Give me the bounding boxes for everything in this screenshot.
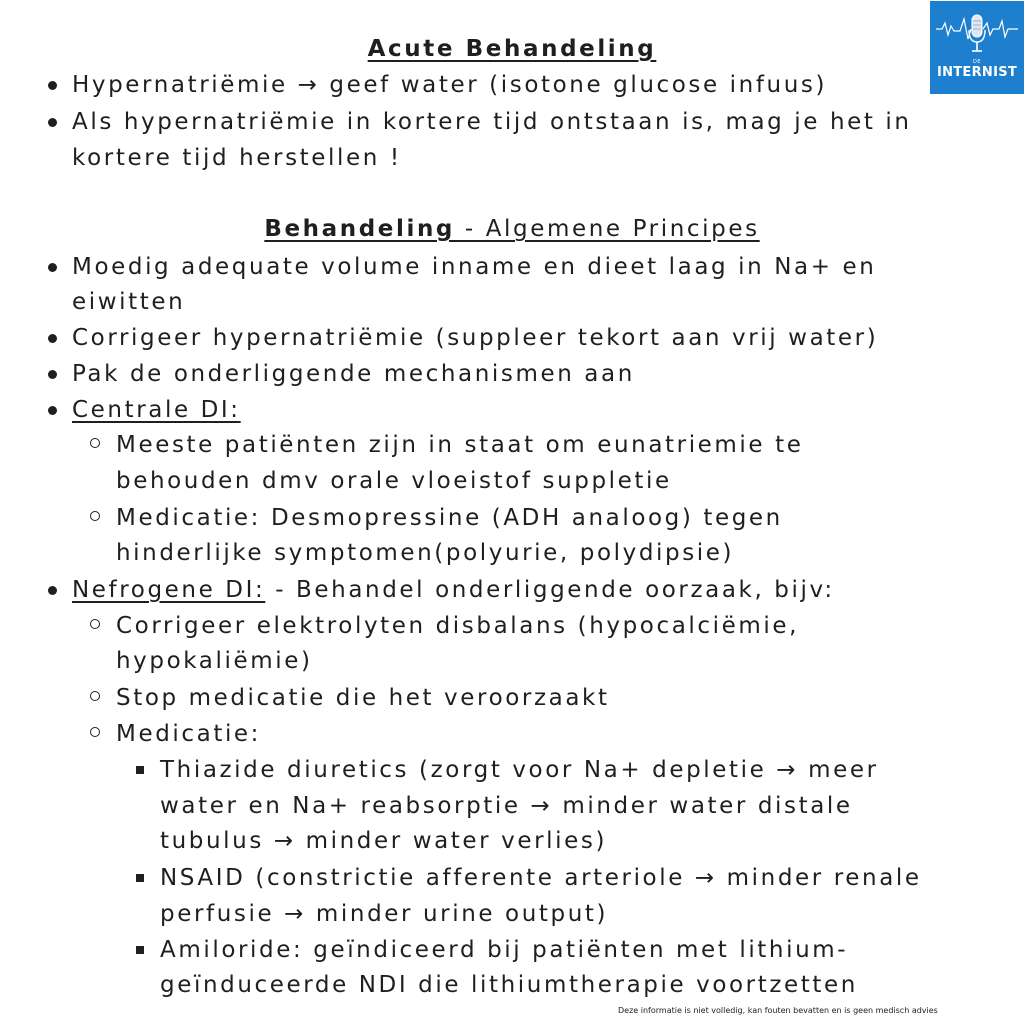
sub-list-item-continuation: behouden dmv orale vloeistof suppletie [116,468,672,494]
principles-title-rest: - Algemene Principes [455,216,760,242]
list-item-continuation: kortere tijd herstellen ! [72,145,402,171]
sub-bullet [90,511,100,521]
list-item: Moedig adequate volume inname en dieet laag in Na+ en [72,254,877,280]
sub-list-item: Corrigeer elektrolyten disbalans (hypocalciëmie, [116,613,800,639]
medication-bullet [136,874,144,882]
bullet [48,370,57,379]
logo-text: INTERNIST [936,65,1018,80]
bullet [48,586,57,595]
medication-bullet [136,946,144,954]
sub-list-item: Meeste patiënten zijn in staat om eunatriemie te [116,432,804,458]
sub-list-item: Medicatie: [116,721,262,747]
list-item: Pak de onderliggende mechanismen aan [72,361,635,387]
logo-small-text: DE [972,59,981,65]
section-title-principles [0,214,1024,244]
medication-item-continuation: tubulus → minder water verlies) [160,828,608,854]
sub-list-item: Medicatie: Desmopressine (ADH analoog) tegen [116,505,783,531]
medication-item: Amiloride: geïndiceerd bij patiënten met lithium- [160,937,849,963]
sub-list-item-continuation: hinderlijke symptomen(polyurie, polydipsie) [116,540,735,566]
list-item-continuation: eiwitten [72,289,186,315]
central-di-label: Centrale DI: [72,397,241,423]
sub-bullet [90,691,100,701]
medication-item: NSAID (constrictie afferente arteriole → minder renale [160,865,922,891]
acute-title-text: Acute Behandeling [367,36,657,62]
nephro-di-label: Nefrogene DI: [72,577,266,603]
sub-bullet [90,727,100,737]
medication-item-continuation: geïnduceerde NDI die lithiumtherapie voortzetten [160,972,858,998]
medication-item-continuation: perfusie → minder urine output) [160,901,609,927]
nephro-di-item [72,575,835,605]
bullet [48,81,57,90]
list-item: Hypernatriëmie → geef water (isotone glucose infuus) [72,72,828,98]
bullet [48,118,57,127]
sub-list-item: Stop medicatie die het veroorzaakt [116,685,610,711]
bullet [48,406,57,415]
medication-item: Thiazide diuretics (zorgt voor Na+ depletie → meer [160,757,879,783]
bullet [48,334,57,343]
sub-list-item-continuation: hypokaliëmie) [116,648,313,674]
section-title-acute [0,34,1024,64]
medication-item-continuation: water en Na+ reabsorptie → minder water distale [160,793,853,819]
list-item: Corrigeer hypernatriëmie (suppleer tekort aan vrij water) [72,325,879,351]
sub-bullet [90,619,100,629]
bullet [48,263,57,272]
principles-title-bold: Behandeling [264,216,455,242]
sub-bullet [90,438,100,448]
disclaimer-footer: Deze informatie is niet volledig, kan fouten bevatten en is geen medisch advies [618,1006,938,1015]
medication-bullet [136,766,144,774]
nephro-di-rest: - Behandel onderliggende oorzaak, bijv: [265,577,835,603]
list-item: Als hypernatriëmie in kortere tijd ontstaan is, mag je het in [72,109,912,135]
